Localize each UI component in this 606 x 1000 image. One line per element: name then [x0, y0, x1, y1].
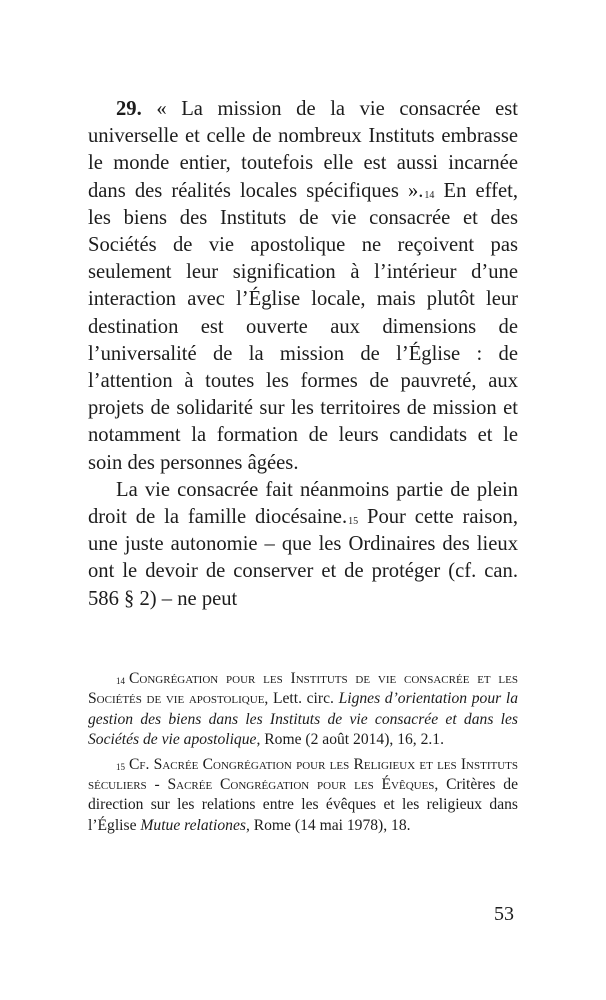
paragraph-number: 29. — [116, 98, 142, 120]
footnote-text: , Critères de direction sur les relations entre les évêques et les religieux dans l’Église — [88, 776, 518, 834]
paragraph-text: En effet, les biens des Instituts de vie consacrée et des Sociétés de vie apostolique ne reçoivent pas seulement leur signification à l’intérieur d’une interaction avec l’Église locale, mais plutôt leur destination est ouverte aux dimensions de l’universalité de la mission de l’Église : de l’attention à toutes les formes de pauvreté, aux projets de solidarité sur les territoires de mission et notamment la formation de leurs candidats et le soin des personnes âgées. — [88, 179, 518, 474]
paragraph-text: Pour cette raison, une juste autonomie – que les Ordinaires des lieux ont le devoir de conserver et de protéger (cf. can. 586 § 2) – ne peut — [88, 506, 518, 610]
paragraph-29 — [88, 96, 518, 477]
footnote-text: , Lett. circ. — [264, 690, 339, 708]
footnote-author: Congrégation pour les Instituts de vie consacrée et les Sociétés de vie apostolique — [88, 670, 518, 708]
footnote-title: Lignes d’orientation pour la gestion des biens dans les Instituts de vie consacrée et dans les Sociétés de vie apostolique — [88, 690, 518, 749]
footnote-title: Mutue relationes — [140, 816, 246, 834]
page-number: 53 — [494, 903, 514, 925]
footnote-author: Cf. Sacrée Congrégation pour les Religieux et les Instituts séculiers - Sacrée Congrégation pour les Évêques — [88, 755, 518, 794]
footnote-text: , Rome (2 août 2014), 16, 2.1. — [256, 731, 444, 749]
footnote-number: 14 — [116, 676, 125, 686]
main-text — [88, 96, 518, 613]
footnote-text: , Rome (14 mai 1978), 18. — [245, 816, 411, 834]
paragraph-text: La vie consacrée fait néanmoins partie de plein droit de la famille diocésaine. — [88, 478, 518, 529]
footnote-15 — [88, 755, 518, 837]
paragraph-continued — [88, 477, 518, 613]
footnote-reference[interactable]: 15 — [348, 516, 359, 528]
paragraph-text: « La mission de la vie consacrée est universelle et celle de nombreux Instituts embrasse le monde entier, toutefois elle est aussi incarnée dans des réalités locales spécifiques ». — [88, 98, 518, 202]
footnote-reference[interactable]: 14 — [424, 189, 435, 201]
footnote-number: 15 — [116, 761, 125, 772]
footnotes — [88, 669, 518, 840]
footnote-14 — [88, 669, 518, 751]
